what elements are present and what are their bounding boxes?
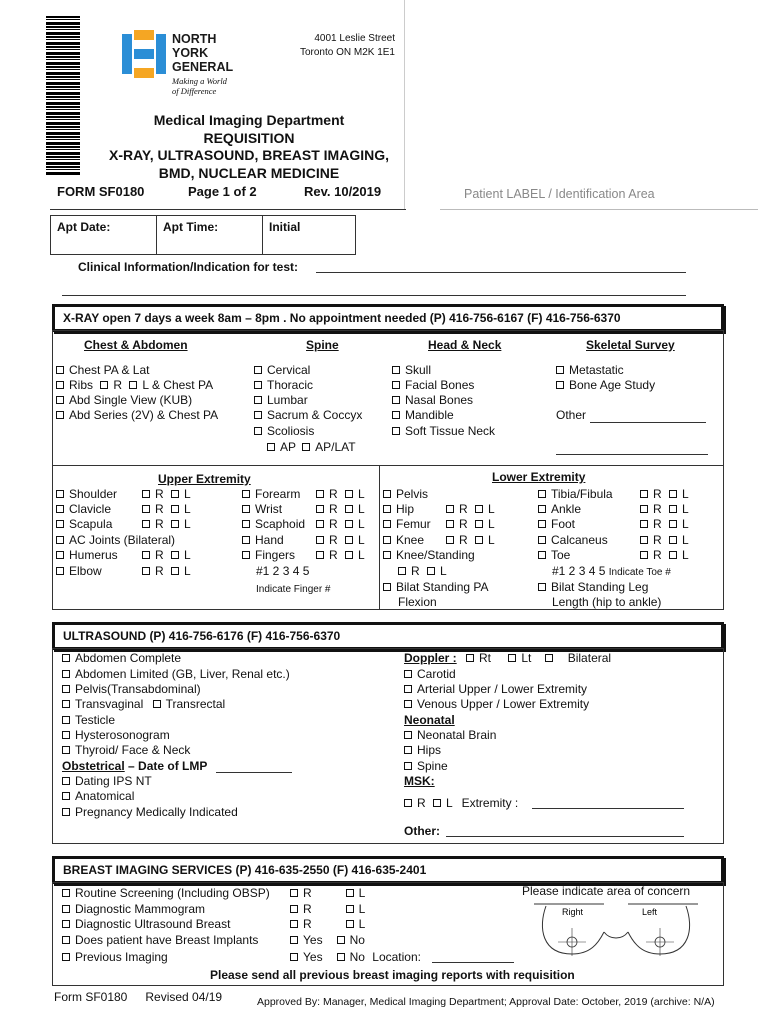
diagnostic-ultrasound[interactable]: Diagnostic Ultrasound Breast — [62, 917, 230, 933]
femur-side[interactable]: R L — [446, 517, 495, 533]
divider — [52, 465, 724, 466]
neonatal-label: Neonatal — [404, 713, 455, 727]
leg-length: Length (hip to ankle) — [552, 595, 662, 609]
hand-side[interactable]: R L — [316, 533, 365, 549]
arterial[interactable]: Arterial Upper / Lower Extremity — [404, 682, 587, 698]
scaphoid[interactable]: Scaphoid — [242, 517, 305, 533]
abdomen-limited[interactable]: Abdomen Limited (GB, Liver, Renal etc.) — [62, 667, 290, 683]
previous-imaging[interactable]: Previous Imaging — [62, 950, 168, 966]
shoulder[interactable]: Shoulder — [56, 487, 117, 503]
fingers-side[interactable]: R L — [316, 548, 365, 564]
breast-heading: BREAST IMAGING SERVICES (P) 416-635-2550 (F) 416-635-2401 — [52, 856, 724, 884]
previous-imaging-answer[interactable]: Yes No Location: — [290, 950, 421, 966]
thyroid-face-neck[interactable]: Thyroid/ Face & Neck — [62, 743, 190, 759]
skeletal-other-label: Other — [556, 408, 587, 422]
shoulder-side[interactable]: R L — [142, 487, 191, 503]
spine-heading: Spine — [306, 338, 339, 352]
pelvis[interactable]: Pelvis — [383, 487, 428, 503]
divider — [50, 209, 406, 210]
doppler-label: Doppler : — [404, 651, 457, 665]
knee-standing[interactable]: Knee/Standing — [383, 548, 475, 564]
appointment-box — [50, 215, 356, 255]
forearm[interactable]: Forearm — [242, 487, 300, 503]
nasal-bones[interactable]: Nasal Bones — [392, 393, 473, 409]
send-reports-note: Please send all previous breast imaging reports with requisition — [210, 968, 575, 982]
pelvis-transabdominal[interactable]: Pelvis(Transabdominal) — [62, 682, 201, 698]
toe-numbers[interactable]: #1 2 3 4 5 Indicate Toe # — [552, 564, 671, 578]
hysterosonogram[interactable]: Hysterosonogram — [62, 728, 170, 744]
chest-pa-lat[interactable]: Chest PA & Lat — [56, 363, 150, 379]
chest-abdomen-heading: Chest & Abdomen — [84, 338, 188, 352]
clavicle[interactable]: Clavicle — [56, 502, 111, 518]
implants-answer[interactable]: Yes No — [290, 933, 365, 949]
hips[interactable]: Hips — [404, 743, 441, 759]
doppler-row[interactable]: Doppler : Rt Lt Bilateral — [404, 651, 612, 665]
bilat-standing-leg[interactable]: Bilat Standing Leg — [538, 580, 648, 596]
lower-extremity-heading: Lower Extremity — [492, 470, 586, 484]
toe-note: Indicate Toe # — [608, 567, 671, 578]
clinical-label: Clinical Information/Indication for test: — [78, 260, 299, 274]
org-name: NORTH YORK GENERAL — [172, 32, 234, 74]
concern-label: Please indicate area of concern — [522, 884, 691, 898]
humerus[interactable]: Humerus — [56, 548, 118, 564]
skeletal-other-field[interactable] — [590, 422, 706, 423]
apt-time-field[interactable]: Apt Time: — [157, 216, 263, 254]
skeletal-heading: Skeletal Survey — [586, 338, 675, 352]
breast-diagram[interactable] — [532, 898, 700, 962]
neonatal-brain[interactable]: Neonatal Brain — [404, 728, 496, 744]
routine-screening[interactable]: Routine Screening (Including OBSP) — [62, 886, 270, 902]
diagnostic-mammogram[interactable]: Diagnostic Mammogram — [62, 902, 205, 918]
other-label: Other: — [404, 824, 440, 838]
bilat-standing-pa[interactable]: Bilat Standing PA — [383, 580, 489, 596]
elbow-side[interactable]: R L — [142, 564, 191, 580]
scoliosis-view[interactable]: AP AP/LAT — [267, 440, 356, 456]
other-field[interactable] — [446, 836, 684, 837]
tibia-side[interactable]: R L — [640, 487, 689, 503]
tagline: Making a World of Difference — [172, 76, 227, 96]
fingers[interactable]: Fingers — [242, 548, 295, 564]
abd-single-view[interactable]: Abd Single View (KUB) — [56, 393, 192, 409]
soft-tissue-neck[interactable]: Soft Tissue Neck — [392, 424, 495, 440]
clinical-field[interactable] — [316, 272, 686, 273]
apt-date-field[interactable]: Apt Date: — [51, 216, 157, 254]
thoracic[interactable]: Thoracic — [254, 378, 313, 394]
bone-age-study[interactable]: Bone Age Study — [556, 378, 655, 394]
lmp-field[interactable] — [216, 772, 292, 773]
breast-implants[interactable]: Does patient have Breast Implants — [62, 933, 258, 949]
obstetrical-label: Obstetrical – Date of LMP — [62, 759, 208, 773]
calcaneus-side[interactable]: R L — [640, 533, 689, 549]
scaphoid-side[interactable]: R L — [316, 517, 365, 533]
spine[interactable]: Spine — [404, 759, 448, 775]
wrist-side[interactable]: R L — [316, 502, 365, 518]
form-title: Medical Imaging Department REQUISITION X-RAY, ULTRASOUND, BREAST IMAGING, BMD, NUCLEAR MEDICINE — [108, 112, 389, 181]
address: 4001 Leslie Street Toronto ON M2K 1E1 — [299, 33, 395, 58]
clavicle-side[interactable]: R L — [142, 502, 191, 518]
facial-bones[interactable]: Facial Bones — [392, 378, 474, 394]
carotid[interactable]: Carotid — [404, 667, 456, 683]
cervical[interactable]: Cervical — [254, 363, 310, 379]
femur[interactable]: Femur — [383, 517, 431, 533]
scapula-side[interactable]: R L — [142, 517, 191, 533]
ankle-side[interactable]: R L — [640, 502, 689, 518]
foot[interactable]: Foot — [538, 517, 575, 533]
elbow[interactable]: Elbow — [56, 564, 102, 580]
mammogram-side[interactable]: R L — [290, 902, 365, 918]
msk-extremity[interactable]: R L Extremity : — [404, 796, 518, 812]
metastatic[interactable]: Metastatic — [556, 363, 624, 379]
humerus-side[interactable]: R L — [142, 548, 191, 564]
right-label: Right — [562, 907, 584, 917]
scapula[interactable]: Scapula — [56, 517, 112, 533]
divider — [440, 209, 758, 210]
patient-label-area: Patient LABEL / Identification Area — [464, 187, 655, 201]
extremity-field[interactable] — [532, 808, 684, 809]
abd-series[interactable]: Abd Series (2V) & Chest PA — [56, 408, 218, 424]
abdomen-complete[interactable]: Abdomen Complete — [62, 651, 181, 667]
hip[interactable]: Hip — [383, 502, 414, 518]
revision: Rev. 10/2019 — [304, 184, 382, 199]
xray-heading: X-RAY open 7 days a week 8am – 8pm . No appointment needed (P) 416-756-6167 (F) 416-756-6370 — [52, 304, 724, 332]
knee-side[interactable]: R L — [446, 533, 495, 549]
anatomical[interactable]: Anatomical — [62, 789, 134, 805]
head-neck-heading: Head & Neck — [428, 338, 502, 352]
wrist[interactable]: Wrist — [242, 502, 282, 518]
location-field[interactable] — [432, 962, 514, 963]
forearm-side[interactable]: R L — [316, 487, 365, 503]
pregnancy-medically-indicated[interactable]: Pregnancy Medically Indicated — [62, 805, 238, 821]
skeletal-other-field-2[interactable] — [556, 454, 708, 455]
ribs[interactable]: Ribs R L & Chest PA — [56, 378, 213, 394]
testicle[interactable]: Testicle — [62, 713, 115, 729]
footer-form: Form SF0180 Revised 04/19 — [54, 990, 223, 1004]
flexion: Flexion — [398, 595, 437, 609]
footer-approval: Approved By: Manager, Medical Imaging Department; Approval Date: October, 2019 (archive: N/A) — [257, 996, 715, 1008]
form-number: FORM SF0180 — [57, 184, 145, 199]
foot-side[interactable]: R L — [640, 517, 689, 533]
ac-joints[interactable]: AC Joints (Bilateral) — [56, 533, 175, 549]
toe-side[interactable]: R L — [640, 548, 689, 564]
finger-note: Indicate Finger # — [256, 584, 331, 595]
sacrum-coccyx[interactable]: Sacrum & Coccyx — [254, 408, 362, 424]
upper-extremity-heading: Upper Extremity — [158, 472, 251, 486]
msk-label: MSK: — [404, 774, 435, 788]
divider — [379, 465, 380, 610]
finger-numbers[interactable]: #1 2 3 4 5 — [256, 564, 310, 578]
logo-icon — [122, 30, 166, 78]
hand[interactable]: Hand — [242, 533, 284, 549]
left-label: Left — [642, 907, 658, 917]
barcode — [46, 16, 80, 176]
tibia-fibula[interactable]: Tibia/Fibula — [538, 487, 613, 503]
dating-ips-nt[interactable]: Dating IPS NT — [62, 774, 152, 790]
skull[interactable]: Skull — [392, 363, 431, 379]
lumbar[interactable]: Lumbar — [254, 393, 308, 409]
transvaginal[interactable]: Transvaginal Transrectal — [62, 697, 225, 713]
ultrasound-heading: ULTRASOUND (P) 416-756-6176 (F) 416-756-6370 — [52, 622, 724, 650]
ankle[interactable]: Ankle — [538, 502, 581, 518]
calcaneus[interactable]: Calcaneus — [538, 533, 608, 549]
knee-standing-side[interactable]: R L — [398, 564, 447, 580]
scoliosis[interactable]: Scoliosis — [254, 424, 314, 440]
knee[interactable]: Knee — [383, 533, 424, 549]
clinical-field-2[interactable] — [62, 295, 686, 296]
toe[interactable]: Toe — [538, 548, 570, 564]
routine-side[interactable]: R L — [290, 886, 365, 902]
mandible[interactable]: Mandible — [392, 408, 454, 424]
ultrasound-breast-side[interactable]: R L — [290, 917, 365, 933]
initial-field[interactable]: Initial — [269, 220, 301, 234]
hip-side[interactable]: R L — [446, 502, 495, 518]
venous[interactable]: Venous Upper / Lower Extremity — [404, 697, 589, 713]
page-number: Page 1 of 2 — [188, 184, 257, 199]
